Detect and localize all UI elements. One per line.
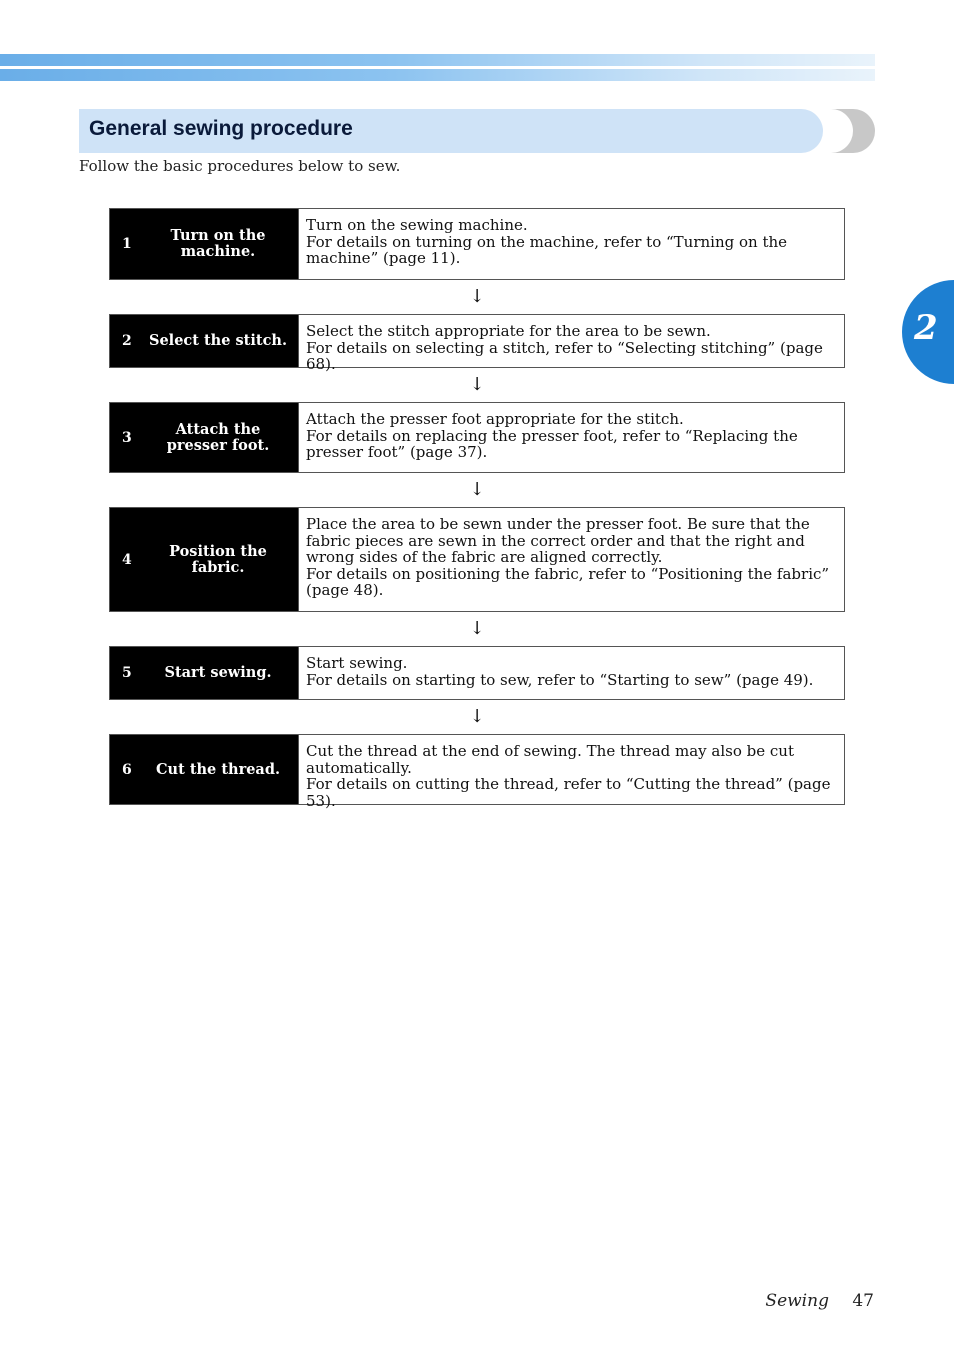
step-number: 3 [122,429,132,446]
section-header-bar [79,109,875,153]
step-number: 4 [122,551,132,568]
step-row-2 [109,314,845,373]
step-label [110,735,298,804]
step-label [110,508,298,611]
header-stripe-top [0,54,875,66]
step-title: Attach the presser foot. [166,420,270,454]
intro-text: Follow the basic procedures below to sew. [79,157,401,175]
step-row-3 [109,402,845,473]
down-arrow-icon: ↓ [469,479,485,500]
step-row-5 [109,646,845,700]
page-footer [765,1291,874,1311]
down-arrow-icon: ↓ [469,374,485,395]
step-label [110,403,298,472]
page-number: 47 [852,1291,874,1311]
step-label [110,209,298,279]
step-number: 2 [122,333,132,349]
step-description: Turn on the sewing machine. For details on turning on the machine, refer to “Turning on the machine” (page 11). [298,209,844,279]
step-row-6 [109,734,845,810]
step-title: Start sewing. [164,664,272,681]
chapter-number: 2 [914,308,938,348]
step-number: 1 [122,236,132,252]
step-description: Start sewing. For details on starting to sew, refer to “Starting to sew” (page 49). [298,647,844,699]
step-label [110,315,298,367]
step-number: 6 [122,761,132,778]
step-description: Attach the presser foot appropriate for the stitch. For details on replacing the presser foot, refer to “Replacing the presser foot” (page 37). [298,403,844,472]
footer-section-name: Sewing [765,1291,829,1311]
section-title: General sewing procedure [89,117,353,140]
step-description: Select the stitch appropriate for the area to be sewn. For details on selecting a stitch, refer to “Selecting stitching” (page 68). [298,315,844,367]
step-row-4 [109,507,845,612]
down-arrow-icon: ↓ [469,618,485,639]
step-row-1 [109,208,845,280]
down-arrow-icon: ↓ [469,286,485,307]
step-title: Select the stitch. [148,332,287,349]
procedure-steps [109,208,845,810]
step-title: Position the fabric. [169,542,267,576]
down-arrow-icon: ↓ [469,706,485,727]
step-title: Turn on the machine. [170,227,266,260]
step-description: Cut the thread at the end of sewing. The thread may also be cut automatically. For details on cutting the thread, refer to “Cutting the thread” (page 53). [298,735,844,804]
step-number: 5 [122,665,132,681]
step-title: Cut the thread. [155,760,281,778]
step-label [110,647,298,699]
step-description: Place the area to be sewn under the presser foot. Be sure that the fabric pieces are sewn in the correct order and that the right and wrong sides of the fabric are aligned correctly. For details on positioning the fabric, refer to “Positioning the fabric” (page 48). [298,508,844,611]
header-stripe-bottom [0,69,875,81]
